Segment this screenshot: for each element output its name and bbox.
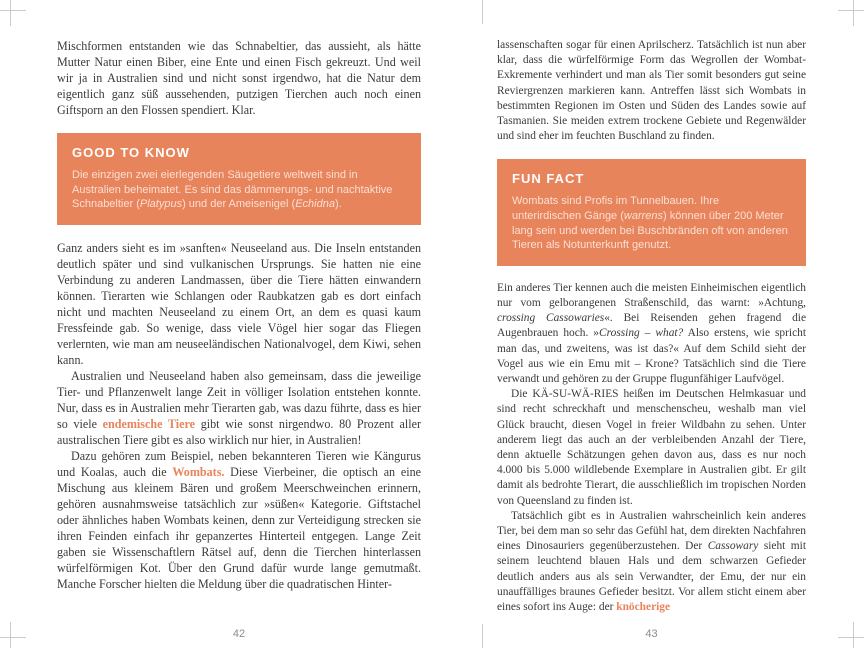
paragraph <box>497 38 806 144</box>
text-segment: ). <box>334 198 342 211</box>
page-right <box>497 38 806 616</box>
page-left <box>57 38 421 616</box>
paragraph <box>497 387 806 509</box>
center-fold-mark <box>482 0 483 24</box>
text-segment: Dazu gehören zum Beispiel, neben bekannteren Tieren wie Kängurus und Koalas, auch die <box>57 448 421 479</box>
paragraph <box>57 448 421 592</box>
highlighted-term: Wombats. <box>172 464 225 479</box>
paragraph <box>57 368 421 448</box>
right-intro-text <box>497 38 806 144</box>
text-segment: Australien und Neuseeland haben also gemeinsam, dass die jeweilige Tier- und Pflanzenwelt lange Zeit in völliger Isolation entstehen konnte. Nur, dass es in Australien mehr Tierarten gab, was dazu führte, dass es hier so viele <box>57 368 421 431</box>
text-segment: Die einzigen zwei eierlegenden Säugetiere weltweit sind in Australien beheimatet. Es sind das dämmerungs- und nachtaktive Schnabeltier ( <box>72 169 393 211</box>
left-body-text <box>57 240 421 592</box>
callout-body <box>512 194 791 252</box>
right-body-text <box>497 281 806 615</box>
text-segment: Crossing – what? <box>599 327 684 340</box>
page-number-right: 43 <box>645 628 658 640</box>
text-segment: «. Bei Reisenden gehen fragend die Augenbrauen hoch. » <box>497 312 806 340</box>
trim-mark <box>0 10 26 11</box>
highlighted-term: knöcherige <box>616 601 671 614</box>
callout-fun-fact <box>497 159 806 265</box>
trim-mark <box>10 0 11 26</box>
callout-title: FUN FACT <box>512 171 585 187</box>
text-segment: lassenschaften sogar für einen Aprilscherz. Tatsächlich ist nun aber klar, dass die würfelförmige Form das Wegrollen der Wombat-Exkremente verhindert und man als Tier somit besonders gut seine Reviergrenzen markieren kann. Antreffen lässt sich Wombats in bestimmten Regionen im Osten und Süden des Landes sowie auf Tasmanien. Sie meiden extrem trockene Gebiete und Regenwälder und sind eher im feuchten Buschland zu finden. <box>497 39 806 143</box>
text-segment: Cassowary <box>707 540 759 553</box>
callout-body <box>72 168 406 212</box>
paragraph <box>497 281 806 387</box>
center-fold-mark <box>482 624 483 648</box>
text-segment: gibt wie sonst nirgendwo. 80 Prozent aller australischen Tiere gibt es also wirklich nur hier, in Australien! <box>57 416 421 447</box>
text-segment: Mischformen entstanden wie das Schnabeltier, das aussieht, als hätte Mutter Natur einen Biber, eine Ente und einen Fisch gekreuzt. Und weil wir ja in Australien sind und nicht sonst irgendwo, hat die Natur dem eigentlich ganz süß aussehenden, putzigen Tierchen auch noch einen Giftsporn an den Flossen spendiert. Klar. <box>57 39 421 117</box>
text-segment: Platypus <box>139 198 183 211</box>
text-segment: Diese Vierbeiner, die optisch an eine Mischung aus kleinem Bären und großem Meerschweinchen erinnern, gehören ausnahmsweise tatsächlich zur »süßen« Kategorie. Giftstachel oder ähnliches haben Wombats keinen, denn zur Verteidigung strecken sie ihren Feinden einfach ihr gepanzertes Hinterteil entgegen. Lange Zeit gaben sie Wissenschaftlern Rätsel auf, denn die Tierchen hinterlassen würfelförmigen Kot. Über den Grund dafür wurde lange gemutmaßt. Manche Forscher hielten die Meldung über die quadratischen Hinter- <box>57 464 421 591</box>
page-number-left: 42 <box>232 628 246 640</box>
text-segment: Tatsächlich gibt es in Australien wahrscheinlich kein anderes Tier, bei dem man so sehr das Gefühl hat, dem direkten Nachfahren eines Dinosauriers gegenüberzustehen. Der <box>497 509 806 553</box>
trim-mark <box>838 637 864 638</box>
text-segment: sieht mit seinem leuchtend blauen Hals und dem schwarzen Gefieder deutlich anders aus als sein Verwandter, der Emu, der nur ein unauffälliges braunes Gefieder besitzt. Vor allem sticht einem aber eines sofort ins Auge: der <box>497 540 806 614</box>
text-segment: ) und der Ameisenigel ( <box>182 198 296 211</box>
text-segment: Echidna <box>295 198 335 211</box>
paragraph <box>512 194 791 252</box>
text-segment: crossing Cassowaries <box>497 312 605 325</box>
text-segment: Also erstens, wie spricht man das, und zweitens, was ist das?« Auf dem Schild sieht der Vogel aus wie ein Emu mit – Krone? Tatsächlich sind die Tiere verwandt und gehören zu der Gruppe flugunfähiger Laufvögel. <box>497 327 806 386</box>
paragraph <box>72 168 406 212</box>
text-segment: ) können über 200 Meter lang sein und werden bei Buschbränden oft von anderen Tieren als Notunterkunft genutzt. <box>512 210 788 252</box>
highlighted-term: endemische Tiere <box>102 416 195 431</box>
text-segment: Die KÄ-SU-WÄ-RIES heißen im Deutschen Helmkasuar und sind recht schreckhaft und menschenscheu, weshalb man viel Glück braucht, diesen Vogel in freier Wildbahn zu sehen. Unter anderem liegt das auch an der verbleibenden Anzahl der Tiere, denn aktuelle Schätzungen gehen davon aus, dass es nur noch 4.000 bis 5.000 wildlebende Exemplare in Australien gibt. Er gilt damit als bedrohte Tierart, die ausschließlich im tropischen Norden von Queensland zu finden ist. <box>497 388 806 507</box>
paragraph <box>497 509 806 615</box>
paragraph <box>57 240 421 368</box>
trim-mark <box>10 622 11 648</box>
paragraph <box>57 38 421 118</box>
left-intro-text <box>57 38 421 118</box>
text-segment: Ein anderes Tier kennen auch die meisten Einheimischen eigentlich nur vom gelborangenen Straßenschild, das warnt: »Achtung, <box>497 281 806 309</box>
trim-mark <box>853 622 854 648</box>
trim-mark <box>853 0 854 26</box>
callout-title: GOOD TO KNOW <box>72 145 190 160</box>
text-segment: Wombats sind Profis im Tunnelbauen. Ihre unterirdischen Gänge ( <box>512 195 720 223</box>
trim-mark <box>838 10 864 11</box>
callout-good-to-know <box>57 133 421 225</box>
trim-mark <box>0 637 26 638</box>
text-segment: warrens <box>623 210 664 223</box>
text-segment: Ganz anders sieht es im »sanften« Neuseeland aus. Die Inseln entstanden deutlich später und sind vulkanischen Ursprungs. Sie hatten nie eine Verbindung zu anderen Landmassen, über die Tiere hätten einwandern können. Tierarten wie Schlangen oder Raubkatzen gab es dort einfach nicht und machten Neuseeland zu einem Ort, an dem es quasi kaum Fressfeinde gab. So wenige, dass viele Vögel hier sogar das Fliegen verlernten, wie man am neuseeländischen Nationalvogel, dem Kiwi, sehen kann. <box>57 240 421 367</box>
